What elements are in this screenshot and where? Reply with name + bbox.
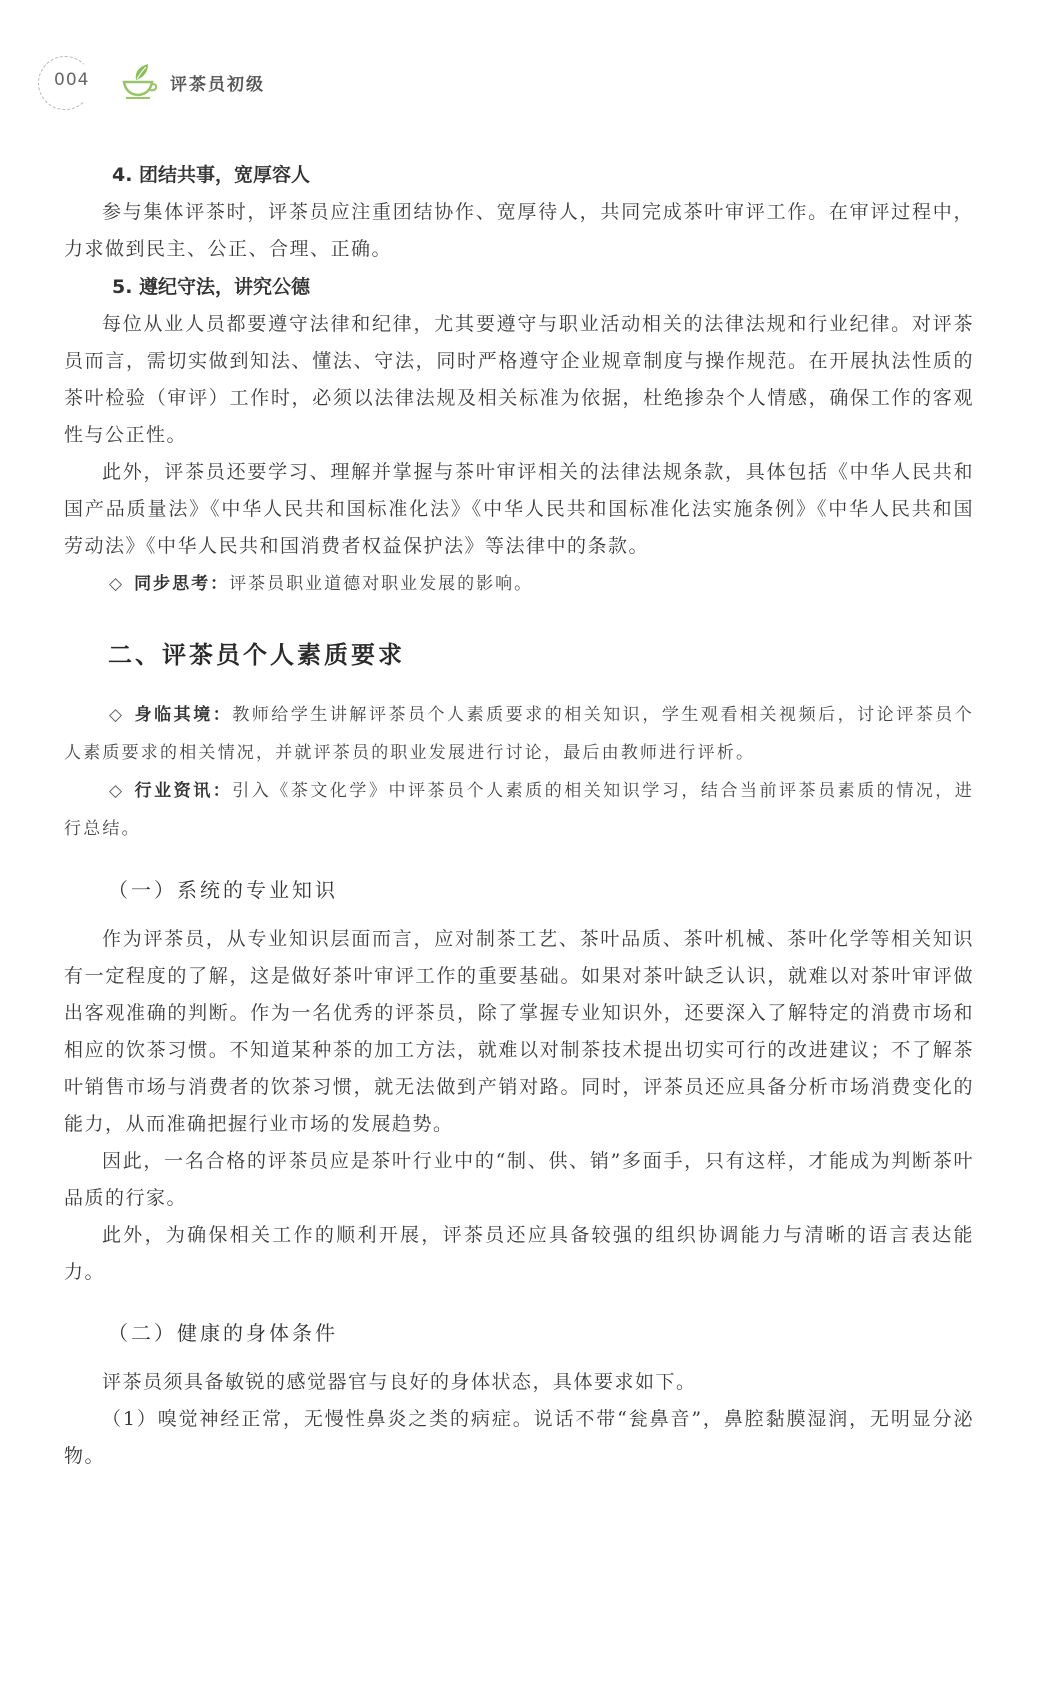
- subsection-knowledge: （一）系统的专业知识: [108, 878, 338, 902]
- paragraph-knowledge-2: 因此，一名合格的评茶员应是茶叶行业中的“制、供、销”多面手，只有这样，才能成为判断茶叶品质的行家。: [64, 1150, 974, 1209]
- paragraph-health-2: （1）嗅觉神经正常，无慢性鼻炎之类的病症。说话不带“瓮鼻音”，鼻腔黏膜湿润，无明显分泌物。: [64, 1408, 974, 1467]
- tip-label: 身临其境：: [134, 705, 233, 725]
- page-header: [38, 56, 438, 106]
- paragraph-knowledge-3: 此外，为确保相关工作的顺利开展，评茶员还应具备较强的组织协调能力与清晰的语言表达能力。: [64, 1224, 974, 1283]
- diamond-icon: ◇: [109, 781, 125, 801]
- paragraph-law-1: 每位从业人员都要遵守法律和纪律，尤其要遵守与职业活动相关的法律法规和行业纪律。对评茶员而言，需切实做到知法、懂法、守法，同时严格遵守企业规章制度与操作规范。在开展执法性质的茶叶检验（审评）工作时，必须以法律法规及相关标准为依据，杜绝掺杂个人情感，确保工作的客观性与公正性。: [64, 313, 974, 446]
- book-title: 评茶员初级: [170, 75, 265, 95]
- tip-label: 行业资讯：: [134, 781, 233, 801]
- diamond-icon: ◇: [109, 705, 125, 725]
- tip-text: 评茶员职业道德对职业发展的影响。: [229, 574, 534, 594]
- diamond-icon: ◇: [109, 574, 125, 594]
- paragraph-knowledge-1: 作为评茶员，从专业知识层面而言，应对制茶工艺、茶叶品质、茶叶机械、茶叶化学等相关知识有一定程度的了解，这是做好茶叶审评工作的重要基础。如果对茶叶缺乏认识，就难以对茶叶审评做出客观准确的判断。作为一名优秀的评茶员，除了掌握专业知识外，还要深入了解特定的消费市场和相应的饮茶习惯。不知道某种茶的加工方法，就难以对制茶技术提出切实可行的改进建议；不了解茶叶销售市场与消费者的饮茶习惯，就无法做到产销对路。同时，评茶员还应具备分析市场消费变化的能力，从而准确把握行业市场的发展趋势。: [64, 928, 974, 1135]
- tea-cup-leaf-icon: [116, 58, 160, 102]
- tip-scene: [64, 696, 974, 772]
- tip-text: 引入《茶文化学》中评茶员个人素质的相关知识学习，结合当前评茶员素质的情况，进行总结。: [64, 781, 974, 839]
- tip-think: [64, 565, 974, 603]
- heading-law: 5. 遵纪守法，讲究公德: [112, 276, 311, 298]
- tip-label: 同步思考：: [134, 574, 230, 594]
- section-title: 二、评茶员个人素质要求: [108, 641, 405, 669]
- page-body: [64, 156, 974, 1475]
- subsection-health: （二）健康的身体条件: [108, 1321, 338, 1345]
- tip-news: [64, 772, 974, 848]
- paragraph-health-1: 评茶员须具备敏锐的感觉器官与良好的身体状态，具体要求如下。: [102, 1371, 697, 1393]
- page-number: 004: [54, 70, 90, 90]
- tip-text: 教师给学生讲解评茶员个人素质要求的相关知识，学生观看相关视频后，讨论评茶员个人素质要求的相关情况，并就评茶员的职业发展进行讨论，最后由教师进行评析。: [64, 705, 974, 763]
- paragraph-law-2: 此外，评茶员还要学习、理解并掌握与茶叶审评相关的法律法规条款，具体包括《中华人民共和国产品质量法》《中华人民共和国标准化法》《中华人民共和国标准化法实施条例》《中华人民共和国劳动法》《中华人民共和国消费者权益保护法》等法律中的条款。: [64, 461, 974, 557]
- heading-unity: 4. 团结共事，宽厚容人: [112, 164, 311, 186]
- paragraph-unity: 参与集体评茶时，评茶员应注重团结协作、宽厚待人，共同完成茶叶审评工作。在审评过程中，力求做到民主、公正、合理、正确。: [64, 201, 974, 260]
